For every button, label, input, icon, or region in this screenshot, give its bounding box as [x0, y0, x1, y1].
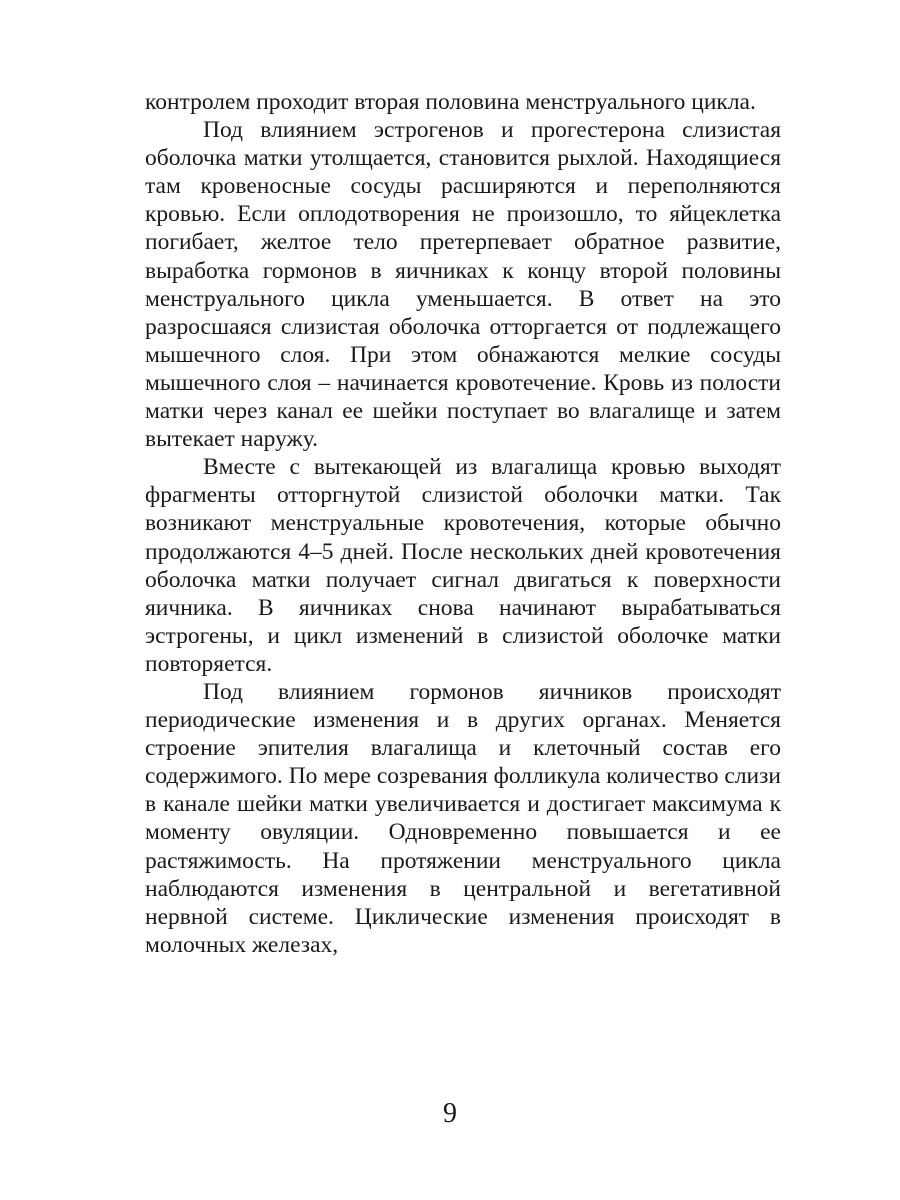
paragraph-menstruation: Вместе с вытекающей из влагалища кровью выходят фрагменты отторгнутой слизистой оболочки матки. Так возникают менструальные кровотечения, которые обычно продолжаются 4–5 дней. После нескольких дней кровотечения оболочка матки получает сигнал двигаться к поверхности яичника. В яичниках снова начинают вырабатываться эстрогены, и цикл изменений в слизистой оболочке матки повторяется.	[145, 454, 781, 677]
paragraph-endometrium: Под влиянием эстрогенов и прогестерона слизистая оболочка матки утолщается, становится рыхлой. Находящиеся там кровеносные сосуды расширяются и переполняются кровью. Если оплодотворения не произошло, то яйцеклетка погибает, желтое тело претерпевает обратное развитие, выработка гормонов в яичниках к концу второй половины менструального цикла уменьшается. В ответ на это разросшаяся слизистая оболочка отторгается от подлежащего мышечного слоя. При этом обнажаются мелкие сосуды мышечного слоя – начинается кровотечение. Кровь из полости матки через канал ее шейки поступает во влагалище и затем вытекает наружу.	[145, 117, 781, 453]
paragraph-continuation: контролем проходит вторая половина менструального цикла.	[145, 89, 756, 115]
paragraph-hormonal-changes: Под влиянием гормонов яичников происходят периодические изменения и в других органах. Меняется строение эпителия влагалища и клеточный состав его содержимого. По мере созревания фолликула количество слизи в канале шейки матки увеличивается и достигает максимума к моменту овуляции. Одновременно повышается и ее растяжимость. На протяжении менструального цикла наблюдаются изменения в центральной и вегетативной нервной системе. Циклические изменения происходят в молочных железах,	[145, 678, 781, 958]
body-text	[145, 88, 781, 959]
page-number: 9	[443, 1098, 457, 1129]
